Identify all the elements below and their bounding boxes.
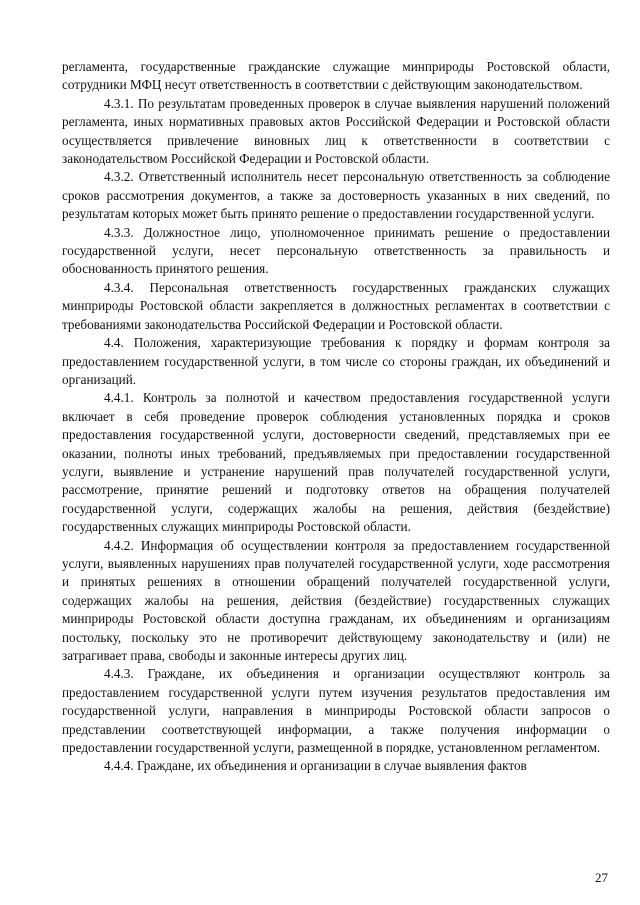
paragraph-4-3-2: 4.3.2. Ответственный исполнитель несет персональную ответственность за соблюдение сроков рассмотрения документов, а также за достоверность указанных в них сведений, по результатам которых может быть принято решение о предоставлении государственной услуги. — [62, 169, 610, 222]
paragraph-4-4: 4.4. Положения, характеризующие требования к порядку и формам контроля за предоставлением государственной услуги, в том числе со стороны граждан, их объединений и организаций. — [62, 335, 610, 387]
paragraph-4-3-3: 4.3.3. Должностное лицо, уполномоченное принимать решение о предоставлении государственной услуги, несет персональную ответственность за правильность и обоснованность принятого решения. — [62, 224, 610, 277]
paragraph-4-3-4: 4.3.4. Персональная ответственность государственных гражданских служащих минприроды Ростовской области закрепляется в должностных регламентах в соответствии с требованиями законодательства Российской Федерации и Ростовской области. — [62, 279, 610, 332]
page-number: 27 — [595, 870, 608, 885]
paragraph-4-4-3: 4.4.3. Граждане, их объединения и организации осуществляют контроль за предоставлением государственной услуги путем изучения результатов предоставления им государственной услуги, направления в минприроды Ростовской области запросов о представлении соответствующей информации, а также получения информации о предоставлении государственной услуги, размещенной в порядке, установленном регламентом. — [62, 666, 610, 756]
paragraph-4-4-4: 4.4.4. Граждане, их объединения и организации в случае выявления фактов — [104, 758, 527, 774]
document-body — [62, 58, 610, 776]
paragraph-4-4-2: 4.4.2. Информация об осуществлении контроля за предоставлением государственной услуги, выявленных нарушениях прав получателей государственной услуги, ходе рассмотрения и принятых решениях в отношении обращений получателей государственной услуги, содержащих жалобы на решения, действия (бездействие) государственных служащих минприроды Ростовской области доступна гражданам, их объединениям и организациям постольку, поскольку это не противоречит действующему законодательству и (или) не затрагивает права, свободы и законные интересы других лиц. — [62, 537, 610, 663]
paragraph-4-3-1: 4.3.1. По результатам проведенных проверок в случае выявления нарушений положений регламента, иных нормативных правовых актов Российской Федерации и Ростовской области осуществляется привлечение виновных лиц к ответственности в соответствии с законодательством Российской Федерации и Ростовской области. — [62, 95, 610, 167]
paragraph-4-4-1: 4.4.1. Контроль за полнотой и качеством предоставления государственной услуги включает в себя проведение проверок соблюдения установленных порядка и сроков предоставления государственной услуги, достоверности сведений, представляемых при ее оказании, полноты иных требований, предъявляемых при предоставлении государственной услуги, выявление и устранение нарушений прав получателей государственной услуги, рассмотрение, принятие решений и подготовку ответов на обращения получателей государственной услуги, содержащих жалобы на решения, действия (бездействие) государственных служащих минприроды Ростовской области. — [62, 390, 610, 535]
paragraph-continuation: регламента, государственные гражданские служащие минприроды Ростовской области, сотрудники МФЦ несут ответственность в соответствии с действующим законодательством. — [62, 59, 610, 93]
